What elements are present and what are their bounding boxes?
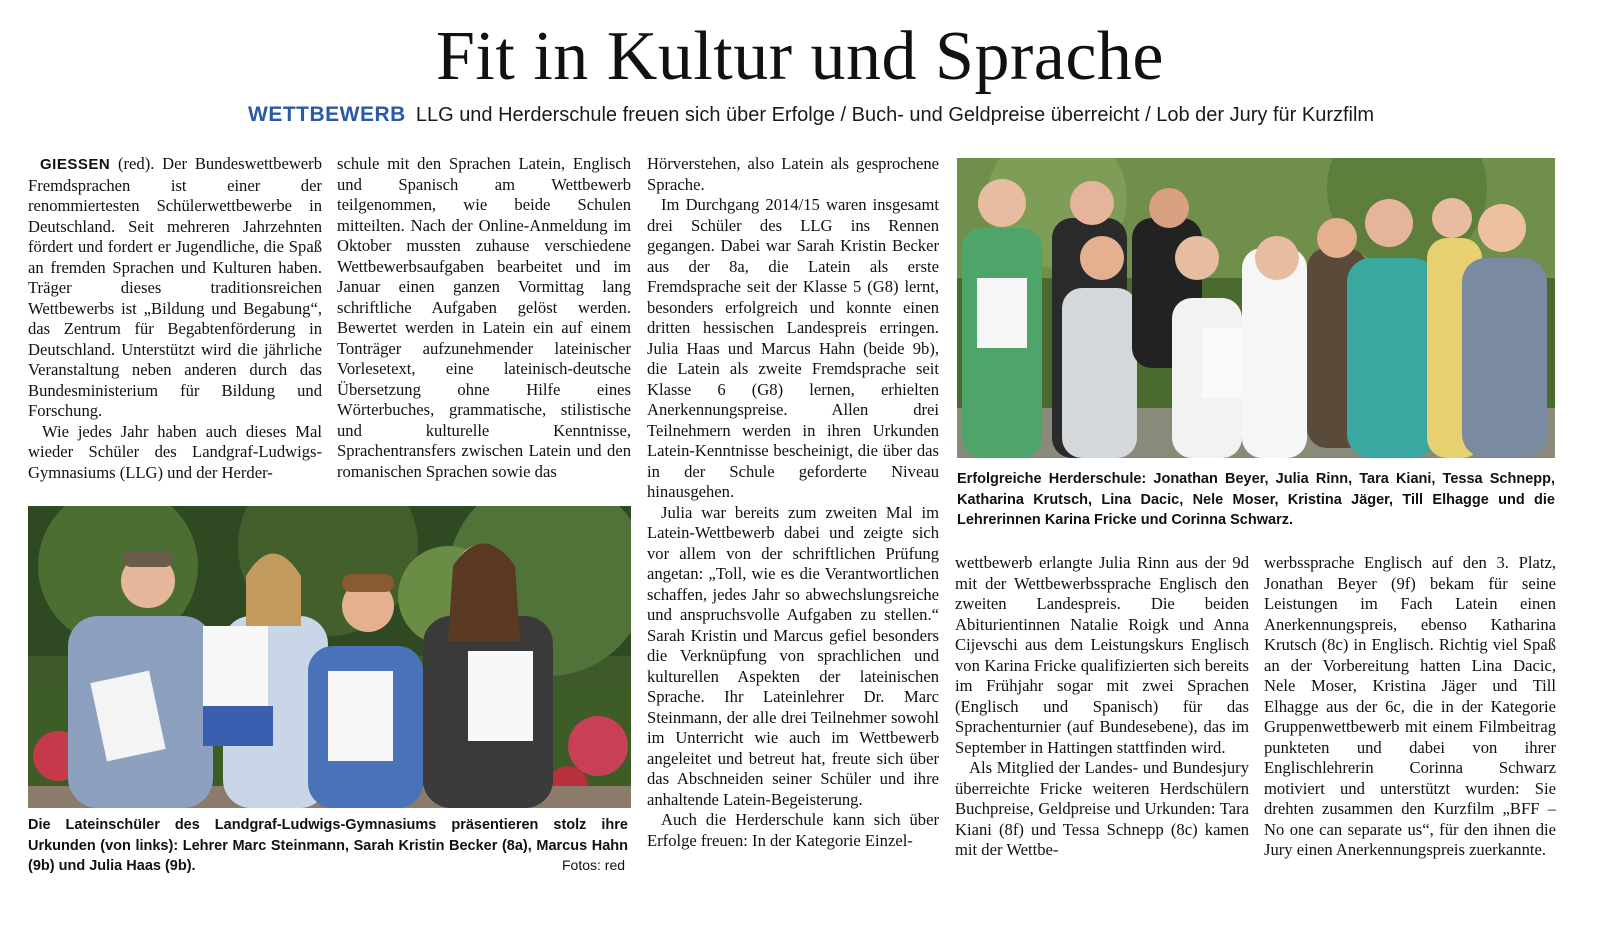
paragraph (28, 154, 322, 422)
text-column-3 (647, 154, 939, 851)
paragraph: Auch die Herderschule kann sich über Erfolge freuen: In der Kategorie Einzel- (647, 810, 939, 850)
caption-llg: Die Lateinschüler des Landgraf-Ludwigs-Gymnasiums präsentieren stolz ihre Urkunden (von links): Lehrer Marc Steinmann, Sarah Kristin Becker (8a), Marcus Hahn (9b) und Julia Haas (9b). (28, 817, 628, 874)
text-column-2 (337, 154, 631, 482)
dateline: GIESSEN (40, 156, 111, 173)
section-kicker: WETTBEWERB (248, 103, 406, 126)
paragraph: Hörverstehen, also Latein als gesprochene Sprache. (647, 154, 939, 194)
text-column-1 (28, 154, 322, 483)
paragraph: Wie jedes Jahr haben auch dieses Mal wieder Schüler des Landgraf-Ludwigs-Gymnasiums (LLG) und der Herder- (28, 421, 322, 482)
photo-credit: Fotos: red (562, 857, 626, 873)
paragraph: wettbewerb erlangte Julia Rinn aus der 9d mit der Wettbewerbssprache Englisch den zweiten Landespreis. Die beiden Abiturientinnen Natalie Roigk und Anna Cijevschi aus dem Leistungskurs Englisch von Karina Fricke qualifizierten sich bereits im Frühjahr sogar mit zwei Sprachen (Englisch und Spanisch) für das Sprachenturnier (auf Bundesebene), das im September in Hattingen stattfinden wird. (955, 553, 1249, 757)
subheadline-text: LLG und Herderschule freuen sich über Erfolge / Buch- und Geldpreise überreicht / Lob der Jury für Kurzfilm (415, 104, 1375, 126)
text-column-5 (1264, 553, 1556, 861)
paragraph: Als Mitglied der Landes- und Bundesjury überreichte Fricke weiteren Herdschülern Buchpreise, Geldpreise und Urkunden: Tara Kiani (8f) und Tessa Schnepp (8c) kamen mit der Wettbe- (955, 758, 1249, 859)
paragraph: schule mit den Sprachen Latein, Englisch und Spanisch am Wettbewerb teilgenommen, wie beide Schulen mitteilten. Nach der Online-Anmeldung im Oktober mussten zuhause verschiedene Wettbewerbsaufgaben bearbeitet und im Januar einen ganzen Vormittag lang schriftliche Aufgaben gelöst werden. Bewertet werden in Latein ein auf einem Tonträger aufzunehmender lateinischer Vorlesetext, eine lateinisch-deutsche Übersetzung ohne Hilfe eines Wörterbuches, grammatische, stilistische und kulturelle Kenntnisse, Sprachentransfers zwischen Latein und den romanischen Sprachen sowie das (337, 154, 631, 481)
paragraph: Im Durchgang 2014/15 waren insgesamt drei Schüler des LLG ins Rennen gegangen. Dabei war Sarah Kristin Becker aus der 8a, die Latein als erste Fremdsprache seit der Klasse 5 (G8) lernt, besonders erfolgreich und konnte einen dritten hessischen Landespreis erringen. Julia Haas und Marcus Hahn (beide 9b), die Latein als zweite Fremdsprache seit Klasse 6 (G8) lernen, erhielten Anerkennungspreise. Allen drei Teilnehmern werden in ihren Urkunden Latein-Kenntnisse bescheinigt, die über das in der Schule geforderte Niveau hinausgehen. (647, 195, 939, 501)
paragraph: Julia war bereits zum zweiten Mal im Latein-Wettbewerb dabei und zeigte sich vor allem von der schriftlichen Prüfung angetan: „Toll, wie es die Verantwortlichen schaffen, jedes Jahr so abwechslungsreiche und anspruchsvolle Aufgaben zu stellen.“ Sarah Kristin und Marcus gefiel besonders die Verknüpfung von sprachlichen und kulturellen Aspekten der lateinischen Sprache. Ihr Lateinlehrer Dr. Marc Steinmann, der alle drei Teilnehmer sowohl im Unterricht wie auch im Wettbewerb angeleitet und betreut hat, freute sich über das Abschneiden seiner Schüler und ihre anhaltende Latein-Begeisterung. (647, 502, 939, 809)
photo-llg-students (28, 506, 631, 808)
article-subheadline (248, 100, 1600, 130)
text-column-4 (955, 553, 1249, 861)
photo-herderschule (957, 158, 1555, 458)
caption-herderschule: Erfolgreiche Herderschule: Jonathan Beyer, Julia Rinn, Tara Kiani, Tessa Schnepp, Katharina Krutsch, Lina Dacic, Nele Moser, Kristina Jäger, Till Elhagge und die Lehrerinnen Karina Fricke und Corinna Schwarz. (957, 471, 1555, 528)
article-headline: Fit in Kultur und Sprache (436, 18, 1164, 95)
paragraph: werbssprache Englisch auf den 3. Platz, Jonathan Beyer (9f) bekam für seine Leistungen im Fach Latein einen Anerkennungspreis, ebenso Katharina Krutsch (8c) in Englisch. Richtig viel Spaß an der Vorbereitung hatten Lina Dacic, Nele Moser, Kristina Jäger und Till Elhagge aus der 6c, die in der Kategorie Gruppenwettbewerb mit einem Filmbeitrag punkteten und dabei von ihrer Englischlehrerin Corinna Schwarz motiviert und unterstützt wurden: Sie drehten zusammen den Kurzfilm „BFF – No one can separate us“, für den ihnen die Jury einen Anerkennungspreis zuerkannte. (1264, 553, 1556, 859)
paragraph-text: (red). Der Bundeswettbewerb Fremdsprachen ist einer der renommiertesten Schülerwettbewerbe in Deutschland. Seit mehreren Jahrzehnten fördert und fordert er Jugendliche, die Spaß an fremden Sprachen und Kulturen haben. Träger dieses traditionsreichen Wettbewerbs ist „Bildung und Begabung“, das Zentrum für Begabtenförderung in Deutschland. Unterstützt wird die jährliche Veranstaltung neben anderen durch das Bundesministerium für Bildung und Forschung. (28, 154, 322, 420)
